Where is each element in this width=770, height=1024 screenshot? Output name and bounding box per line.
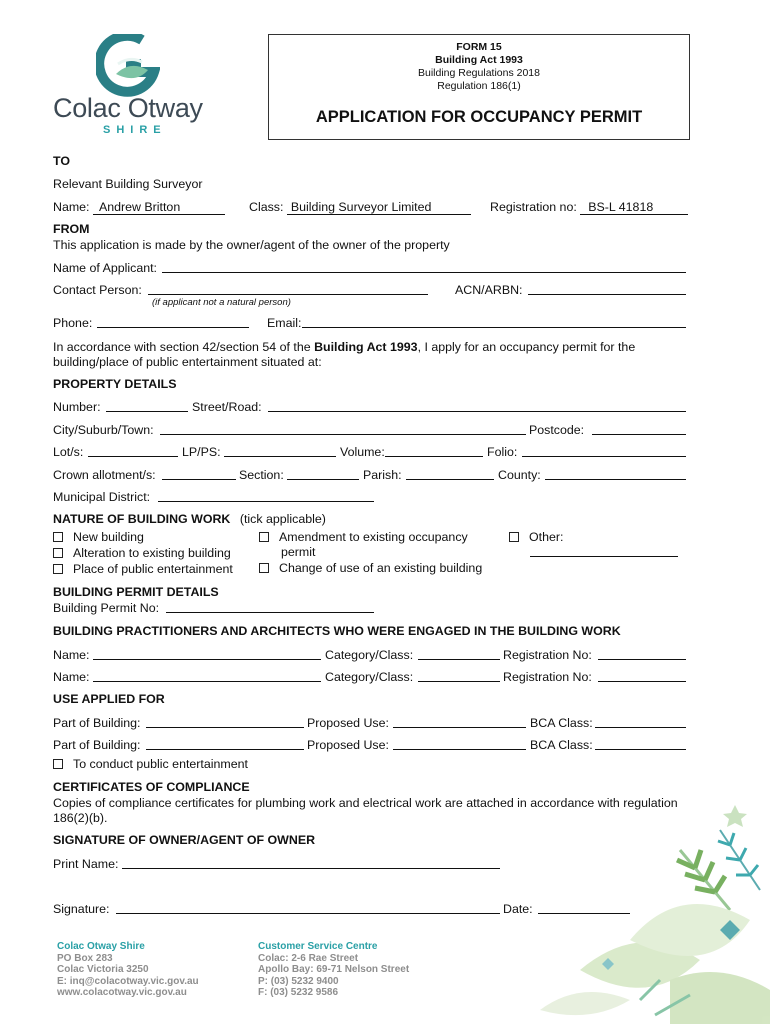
form-act: Building Act 1993 (435, 54, 523, 66)
form-regulation: Regulation 186(1) (437, 80, 521, 92)
surveyor-class-row (249, 200, 471, 215)
folio-label: Folio: (487, 445, 518, 459)
certificates-heading: CERTIFICATES OF COMPLIANCE (53, 780, 250, 794)
county-field[interactable] (545, 468, 686, 480)
checkbox-conduct-public-entertainment[interactable] (53, 757, 248, 771)
email-label: Email: (267, 316, 302, 330)
proposed-label-1: Proposed Use: (307, 716, 389, 730)
footer-fax: F: (03) 5232 9586 (258, 987, 339, 999)
folio-field[interactable] (522, 445, 686, 457)
permit-heading: BUILDING PERMIT DETAILS (53, 585, 219, 599)
proposed-field-2[interactable] (393, 738, 526, 750)
signature-heading: SIGNATURE OF OWNER/AGENT OF OWNER (53, 833, 316, 847)
form-number: FORM 15 (456, 41, 502, 53)
lots-label: Lot/s: (53, 445, 84, 459)
surveyor-name-field[interactable]: Andrew Britton (93, 200, 225, 215)
certificates-line1: Copies of compliance certificates for plumbing work and electrical work are attached in accordance with regulation (53, 796, 678, 810)
proposed-label-2: Proposed Use: (307, 738, 389, 752)
parish-field[interactable] (406, 468, 494, 480)
section-field[interactable] (287, 468, 359, 480)
logo-name: Colac Otway (53, 93, 203, 123)
checkbox-icon[interactable] (53, 532, 63, 542)
acn-label: ACN/ARBN: (455, 283, 523, 297)
decorative-foliage-icon (520, 770, 770, 1024)
practitioner-reg-label-2: Registration No: (503, 670, 592, 684)
part-label-2: Part of Building: (53, 738, 141, 752)
practitioner-category-label-1: Category/Class: (325, 648, 414, 662)
phone-field[interactable] (97, 316, 249, 328)
checkbox-new-building[interactable] (53, 530, 144, 544)
signature-label: Signature: (53, 902, 110, 916)
permit-no-label: Building Permit No: (53, 601, 160, 615)
contact-label: Contact Person: (53, 283, 142, 297)
amendment-label: Amendment to existing occupancy (279, 530, 468, 544)
footer-org-name: Colac Otway Shire (57, 941, 145, 952)
checkbox-icon[interactable] (53, 564, 63, 574)
declaration-part1: In accordance with section 42/section 54 of the (53, 340, 315, 354)
practitioner-reg-label-1: Registration No: (503, 648, 592, 662)
footer-city: Colac Victoria 3250 (57, 964, 149, 976)
lpps-label: LP/PS: (182, 445, 221, 459)
checkbox-public-entertainment[interactable] (53, 562, 233, 576)
surveyor-name-label: Name: (53, 200, 90, 214)
declaration-line1 (53, 340, 635, 354)
footer-service-heading: Customer Service Centre (258, 941, 378, 952)
checkbox-other[interactable] (509, 530, 563, 544)
change-of-use-label: Change of use of an existing building (279, 561, 483, 575)
checkbox-icon[interactable] (53, 548, 63, 558)
part-label-1: Part of Building: (53, 716, 141, 730)
footer-website[interactable]: www.colacotway.vic.gov.au (57, 987, 187, 999)
print-name-field[interactable] (122, 857, 500, 869)
footer-po-box: PO Box 283 (57, 952, 113, 964)
number-label: Number: (53, 400, 101, 414)
bca-field-2[interactable] (595, 738, 686, 750)
bca-label-1: BCA Class: (530, 716, 593, 730)
acn-field[interactable] (528, 283, 686, 295)
surveyor-class-field[interactable]: Building Surveyor Limited (287, 200, 471, 215)
contact-person-field[interactable] (148, 283, 428, 295)
checkbox-amendment[interactable] (259, 530, 468, 544)
alteration-label: Alteration to existing building (73, 546, 231, 560)
checkbox-alteration[interactable] (53, 546, 231, 560)
part-field-1[interactable] (146, 716, 304, 728)
footer-apollo-address: Apollo Bay: 69-71 Nelson Street (258, 964, 410, 976)
to-recipient: Relevant Building Surveyor (53, 177, 203, 191)
surveyor-reg-label: Registration no: (490, 200, 577, 214)
public-entertainment-label: Place of public entertainment (73, 562, 233, 576)
nature-heading-row (53, 512, 326, 526)
volume-field[interactable] (385, 445, 483, 457)
practitioner-reg-field-2[interactable] (598, 670, 686, 682)
postcode-label: Postcode: (529, 423, 585, 437)
section-label: Section: (239, 468, 284, 482)
from-statement: This application is made by the owner/agent of the owner of the property (53, 238, 450, 252)
declaration-line2: building/place of public entertainment situated at: (53, 355, 322, 369)
logo-shire: SHIRE (103, 124, 167, 136)
bca-field-1[interactable] (595, 716, 686, 728)
conduct-public-entertainment-label: To conduct public entertainment (73, 757, 248, 771)
checkbox-change-of-use[interactable] (259, 561, 482, 575)
district-field[interactable] (158, 490, 374, 502)
street-label: Street/Road: (192, 400, 262, 414)
form-header (268, 34, 690, 140)
print-name-label: Print Name: (53, 857, 119, 871)
amendment-label-line2: permit (281, 545, 316, 559)
bca-label-2: BCA Class: (530, 738, 593, 752)
surveyor-name-row (53, 200, 225, 215)
email-field[interactable] (302, 316, 686, 328)
parish-label: Parish: (363, 468, 402, 482)
volume-label: Volume: (340, 445, 385, 459)
checkbox-icon[interactable] (259, 563, 269, 573)
practitioner-name-label-1: Name: (53, 648, 90, 662)
postcode-field[interactable] (592, 423, 686, 435)
practitioner-category-field-2[interactable] (418, 670, 500, 682)
footer-service-centre (258, 941, 409, 999)
checkbox-icon[interactable] (259, 532, 269, 542)
district-label: Municipal District: (53, 490, 151, 504)
practitioner-name-field-1[interactable] (93, 648, 321, 660)
footer-email[interactable]: E: inq@colacotway.vic.gov.au (57, 975, 199, 987)
practitioner-name-label-2: Name: (53, 670, 90, 684)
practitioners-heading: BUILDING PRACTITIONERS AND ARCHITECTS WHO WERE ENGAGED IN THE BUILDING WORK (53, 624, 621, 638)
surveyor-reg-field[interactable]: BS-L 41818 (580, 200, 688, 215)
certificates-line2: 186(2)(b). (53, 811, 108, 825)
logo-mark-icon (96, 34, 160, 98)
lpps-field[interactable] (224, 445, 336, 457)
street-field[interactable] (268, 400, 686, 412)
new-building-label: New building (73, 530, 144, 544)
county-label: County: (498, 468, 541, 482)
date-label: Date: (503, 902, 533, 916)
crown-label: Crown allotment/s: (53, 468, 156, 482)
proposed-field-1[interactable] (393, 716, 526, 728)
use-heading: USE APPLIED FOR (53, 692, 165, 706)
footer-colac-address: Colac: 2-6 Rae Street (258, 952, 359, 964)
page-title: APPLICATION FOR OCCUPANCY PERMIT (315, 108, 643, 126)
checkbox-icon[interactable] (53, 759, 63, 769)
number-field[interactable] (106, 400, 188, 412)
to-heading: TO (53, 154, 70, 168)
signature-field[interactable] (116, 902, 500, 914)
crown-field[interactable] (162, 468, 236, 480)
from-heading: FROM (53, 222, 90, 236)
form-regs: Building Regulations 2018 (417, 67, 540, 79)
city-field[interactable] (160, 423, 526, 435)
nature-hint: (tick applicable) (239, 512, 326, 526)
checkbox-icon[interactable] (509, 532, 519, 542)
surveyor-reg-row (490, 200, 688, 215)
surveyor-class-label: Class: (249, 200, 284, 214)
declaration-act: Building Act 1993 (314, 340, 418, 354)
footer-phone: P: (03) 5232 9400 (258, 975, 339, 987)
contact-note: (if applicant not a natural person) (152, 297, 291, 308)
practitioner-category-label-2: Category/Class: (325, 670, 414, 684)
declaration-part2: , I apply for an occupancy permit for the (417, 340, 636, 354)
phone-label: Phone: (53, 316, 93, 330)
permit-no-field[interactable] (166, 601, 374, 613)
nature-heading: NATURE OF BUILDING WORK (53, 512, 231, 526)
city-label: City/Suburb/Town: (53, 423, 154, 437)
part-field-2[interactable] (146, 738, 304, 750)
applicant-label: Name of Applicant: (53, 261, 158, 275)
other-field[interactable] (530, 545, 678, 557)
practitioner-name-field-2[interactable] (93, 670, 321, 682)
practitioner-reg-field-1[interactable] (598, 648, 686, 660)
practitioner-category-field-1[interactable] (418, 648, 500, 660)
footer-contact (57, 941, 199, 999)
applicant-name-field[interactable] (162, 261, 686, 273)
property-heading: PROPERTY DETAILS (53, 377, 177, 391)
lots-field[interactable] (88, 445, 178, 457)
other-label: Other: (529, 530, 564, 544)
